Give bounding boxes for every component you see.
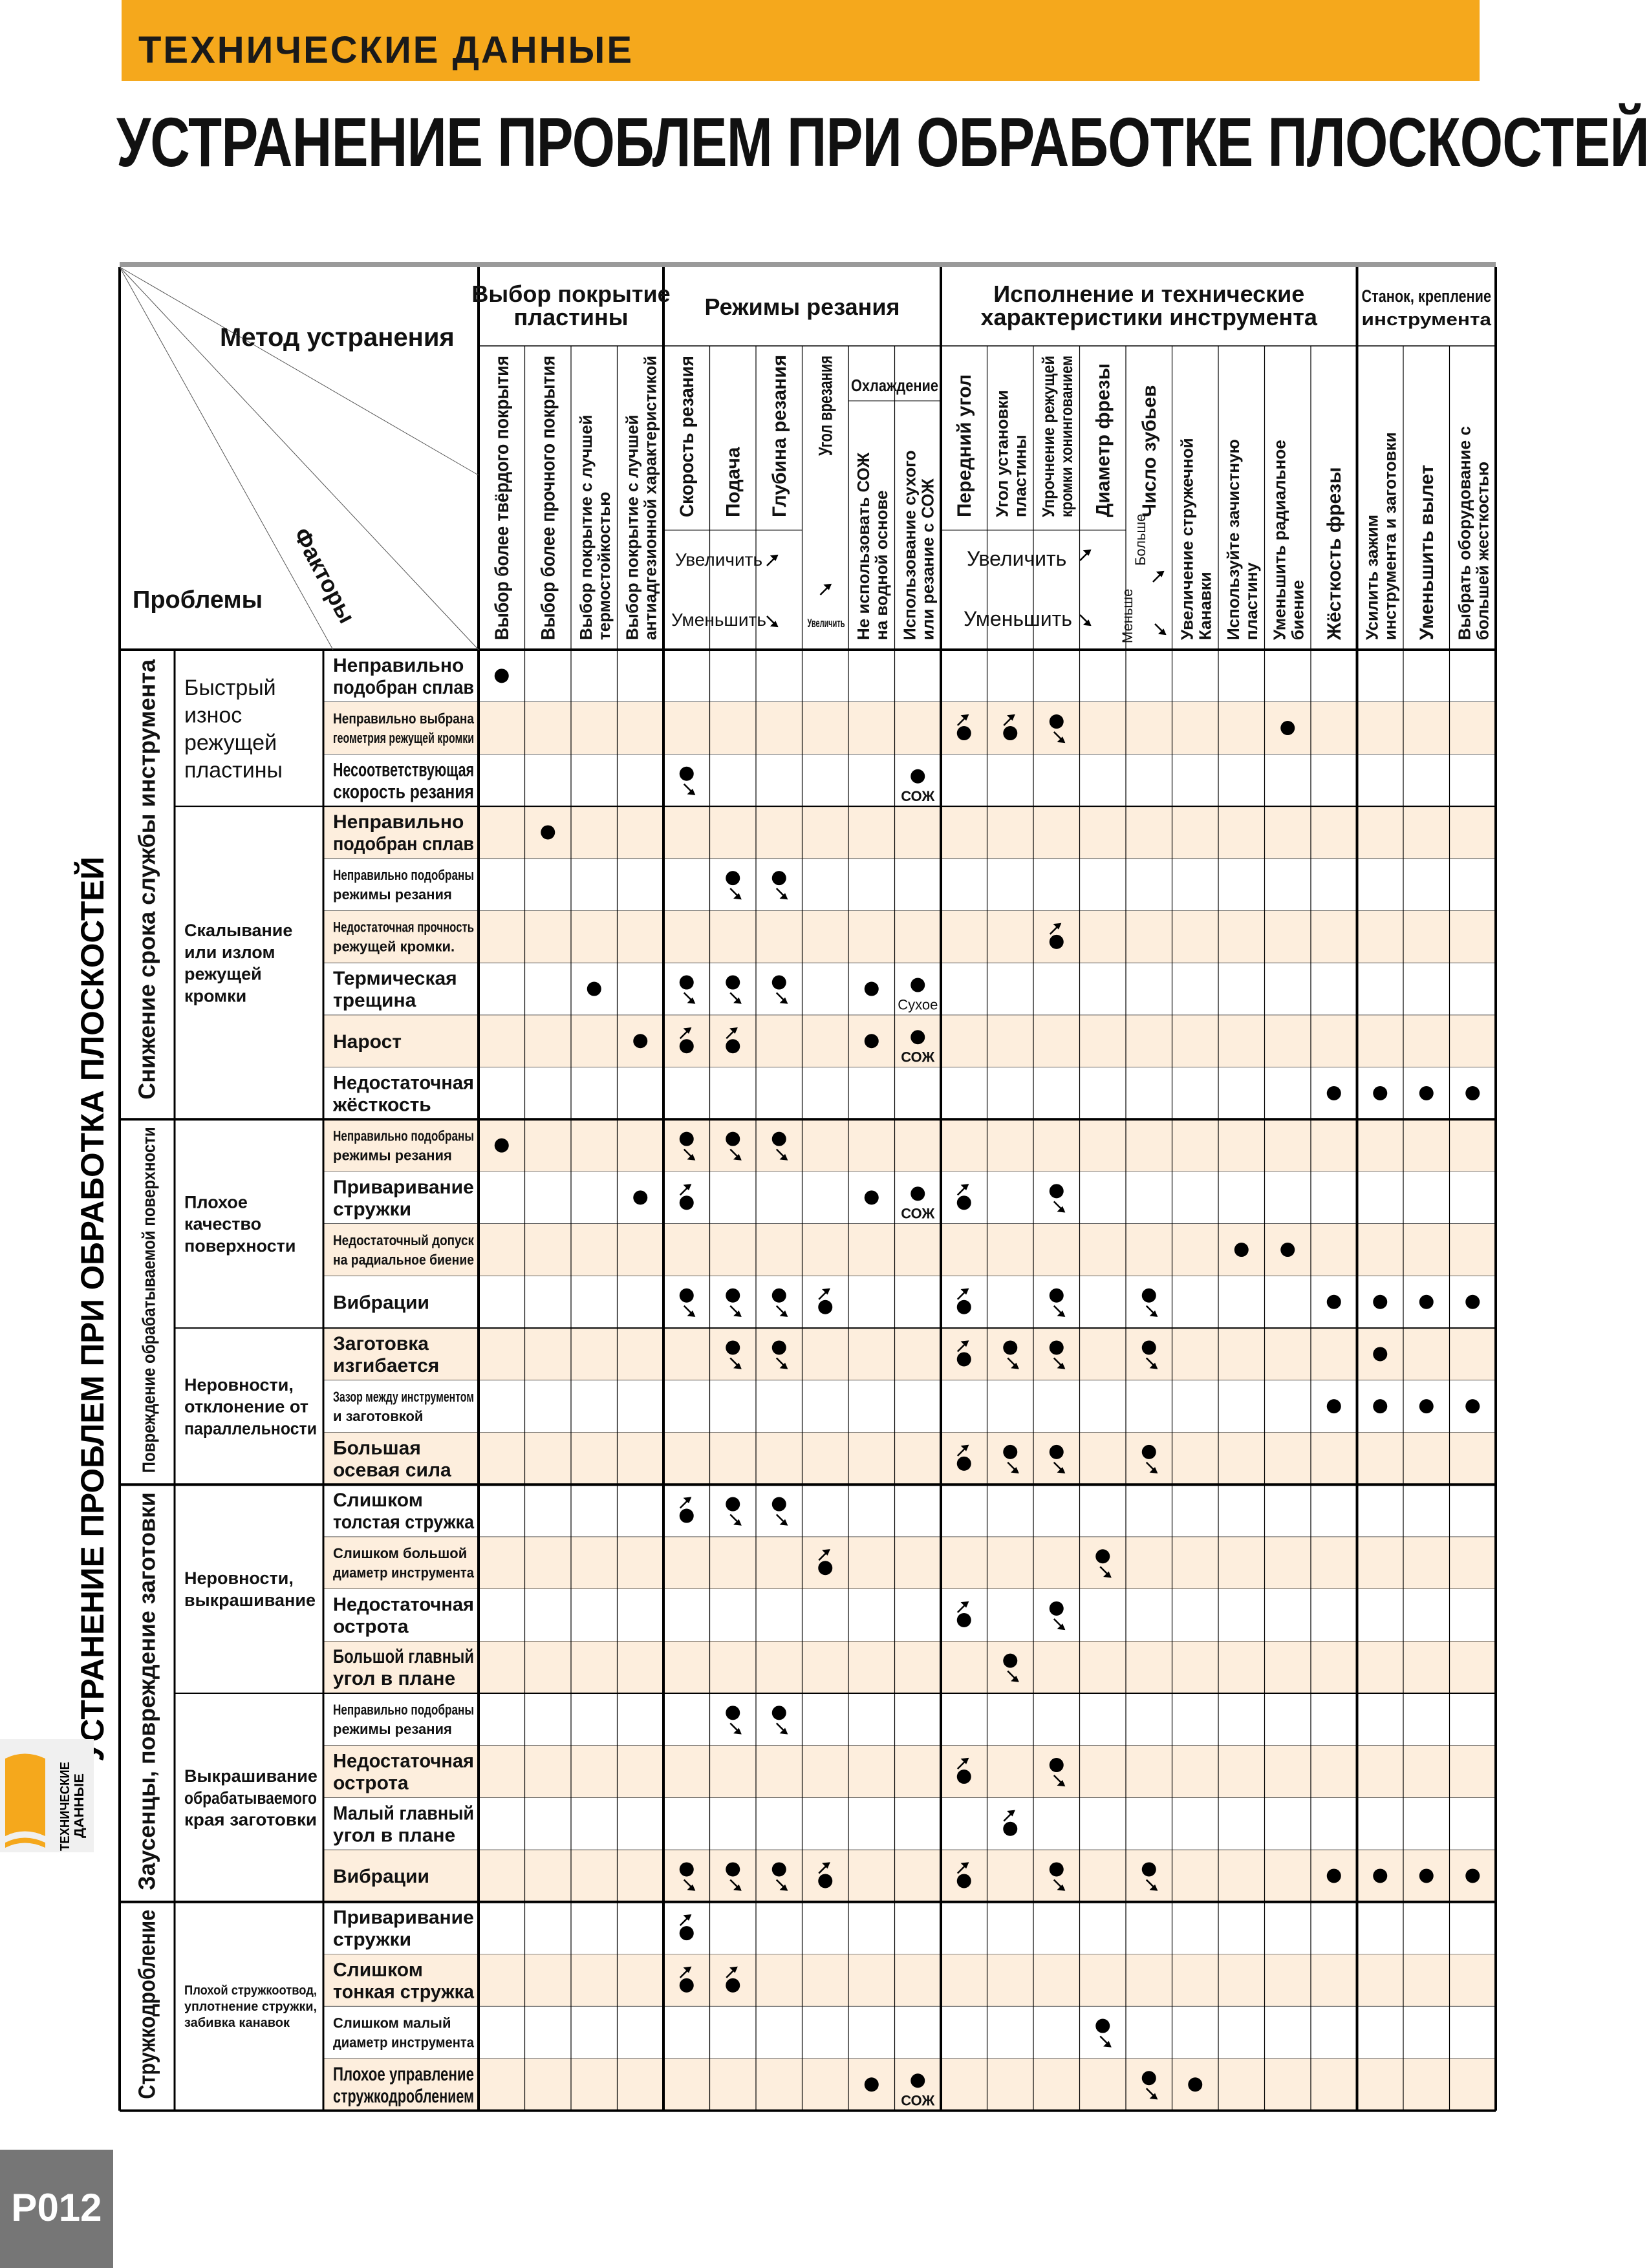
arrow-up-icon: [1080, 550, 1090, 561]
mark-dot: [1142, 1862, 1156, 1876]
problem-label: режущей: [184, 964, 262, 984]
mark-dot: [1142, 1340, 1156, 1354]
factor-label: Вибрации: [333, 1292, 429, 1314]
factor-label: острота: [333, 1772, 409, 1794]
factor-label: Слишком большой: [333, 1545, 468, 1561]
mark-dot: [680, 976, 694, 990]
more-legend: Больше: [1132, 513, 1148, 566]
decrease-legend: Уменьшить: [964, 607, 1072, 630]
column-header: биение: [1288, 580, 1308, 640]
mark-dot: [818, 1874, 832, 1888]
group-header: Исполнение и технические: [993, 281, 1305, 307]
problem-label: Выкрашивание: [184, 1766, 318, 1786]
factor-label: подобран сплав: [333, 676, 474, 698]
mark-dot: [957, 1770, 971, 1784]
mark-decrease-arrow: [777, 1515, 787, 1525]
mark-dot: [1095, 2019, 1110, 2033]
column-header: Глубина резания: [768, 354, 790, 517]
column-header: Используйте зачистную: [1223, 439, 1243, 640]
factor-label: Вибрации: [333, 1865, 429, 1887]
mark-dot: [680, 1862, 694, 1876]
group-header: Станок, крепление: [1361, 286, 1491, 306]
mark-dot: [1050, 1340, 1064, 1354]
mark-decrease-arrow: [1054, 1619, 1064, 1629]
mark-decrease-arrow: [684, 1306, 695, 1316]
mark-decrease-arrow: [777, 1723, 787, 1733]
corner-method-label: Метод устранения: [220, 323, 455, 352]
mark-dot: [1419, 1295, 1434, 1309]
problem-label: качество: [184, 1214, 262, 1234]
mark-increase-arrow: [819, 1289, 829, 1300]
mark-dot: [1419, 1868, 1434, 1883]
problem-label: Плохой стружкоотвод,: [184, 1984, 317, 1998]
category-label: Стружкодробление: [133, 1876, 160, 2099]
mark-dot: [1142, 2071, 1156, 2085]
column-header: пластину: [1241, 562, 1261, 640]
mark-dot: [1373, 1086, 1387, 1100]
mark-dot: [1050, 1862, 1064, 1876]
factor-label: режимы резания: [333, 886, 452, 903]
mark-dot: [1327, 1399, 1341, 1413]
problem-label: или излом: [184, 942, 275, 962]
mark-decrease-arrow: [684, 993, 695, 1003]
factor-label: диаметр инструмента: [333, 1564, 475, 1581]
mark-decrease-arrow: [777, 1306, 787, 1316]
mark-dot: [1373, 1868, 1387, 1883]
factor-label: Недостаточная: [333, 1750, 474, 1772]
mark-dot: [680, 1926, 694, 1940]
factor-label: изгибается: [333, 1354, 440, 1376]
mark-dot: [726, 1132, 740, 1146]
arrow-down-icon: [1155, 624, 1165, 634]
mark-increase-arrow: [958, 1184, 968, 1195]
factor-label: скорость резания: [333, 781, 474, 803]
factor-label: и заготовкой: [333, 1407, 424, 1424]
mark-dot: [1050, 1758, 1064, 1772]
factor-label: угол в плане: [333, 1824, 456, 1846]
mark-dot: [495, 669, 509, 683]
mark-note: СОЖ: [901, 2092, 935, 2109]
mark-note: СОЖ: [901, 1205, 935, 1222]
factor-label: Слишком: [333, 1959, 423, 1981]
side-title: УСТРАНЕНИЕ ПРОБЛЕМ ПРИ ОБРАБОТКА ПЛОСКОСТЕЙ: [74, 849, 111, 1762]
mark-dot: [1465, 1086, 1480, 1100]
mark-decrease-arrow: [1054, 1306, 1064, 1316]
mark-dot: [1003, 726, 1017, 740]
mark-dot: [865, 982, 879, 996]
mark-dot: [680, 1509, 694, 1523]
mark-decrease-arrow: [730, 888, 740, 899]
mark-dot: [957, 1300, 971, 1314]
increase-legend: Увеличить: [967, 547, 1067, 570]
problem-label: износ: [184, 703, 242, 728]
mark-dot: [495, 1139, 509, 1153]
mark-dot: [1234, 1243, 1249, 1257]
mark-dot: [726, 871, 740, 885]
mark-dot: [680, 1195, 694, 1210]
column-header: Выбор более твёрдого покрытия: [491, 319, 513, 640]
side-tab-label: [55, 1754, 87, 1851]
mark-dot: [1050, 1184, 1064, 1198]
mark-dot: [1095, 1549, 1110, 1563]
factor-label: Приваривание: [333, 1176, 474, 1198]
less-legend: Меньше: [1119, 588, 1136, 643]
factor-label: на радиальное биение: [333, 1251, 474, 1268]
mark-dot: [1327, 1295, 1341, 1309]
mark-increase-arrow: [958, 1289, 968, 1300]
problem-label: пластины: [184, 758, 283, 783]
factor-label: Большая: [333, 1437, 421, 1459]
mark-dot: [680, 767, 694, 781]
factor-label: жёсткость: [333, 1094, 431, 1116]
arrow-up-icon: [1153, 572, 1163, 582]
mark-dot: [1280, 1243, 1295, 1257]
column-header: или резание с СОЖ: [918, 478, 938, 640]
troubleshooting-table: [120, 262, 1497, 2117]
mark-dot: [726, 1862, 740, 1876]
column-header: Передний угол: [953, 374, 975, 517]
mark-dot: [726, 1978, 740, 1993]
factor-label: Неправильно выбрана: [333, 710, 475, 727]
mark-note: Сухое: [898, 996, 938, 1013]
group-header: характеристики инструмента: [980, 304, 1317, 330]
side-tab-line2: ДАННЫЕ: [72, 1779, 87, 1838]
column-header: кромки хонингованием: [1056, 324, 1076, 517]
mark-dot: [1003, 1445, 1017, 1459]
column-header: пластины: [1010, 434, 1030, 517]
mark-increase-arrow: [680, 1498, 691, 1508]
mark-dot: [1142, 1289, 1156, 1303]
arrow-up-icon: [767, 555, 777, 566]
mark-decrease-arrow: [777, 993, 787, 1003]
group-header: Выбор покрытие: [471, 281, 671, 307]
factor-label: Неправильно: [333, 654, 464, 676]
mark-dot: [1327, 1868, 1341, 1883]
factor-label: Большой главный: [333, 1646, 474, 1668]
problem-label: режущей: [184, 731, 277, 755]
mark-dot: [865, 2077, 879, 2091]
mark-dot: [772, 1706, 786, 1720]
factor-label: режущей кромки.: [333, 938, 455, 955]
group-header: пластины: [513, 304, 629, 330]
mark-increase-arrow: [680, 1915, 691, 1925]
mark-dot: [818, 1300, 832, 1314]
category-label: Снижение срока службы инструмента: [133, 659, 160, 1100]
mark-dot: [772, 1132, 786, 1146]
factor-label: Плохое управление: [333, 2063, 474, 2085]
column-header: инструмента и заготовки: [1380, 432, 1400, 640]
problem-label: Быстрый: [184, 676, 276, 700]
column-header: Угол врезания: [815, 317, 837, 456]
mark-dot: [911, 1030, 925, 1044]
mark-increase-arrow: [958, 1602, 968, 1612]
section-title: ТЕХНИЧЕСКИЕ ДАННЫЕ: [138, 29, 634, 71]
mark-dot: [726, 1497, 740, 1512]
mark-dot: [1188, 2077, 1202, 2091]
column-header: Выбор более прочного покрытия: [537, 317, 559, 640]
factor-label: Недостаточная: [333, 1072, 474, 1094]
mark-dot: [772, 1497, 786, 1512]
mark-dot: [1465, 1868, 1480, 1883]
column-header: антиадгезионной характеристикой: [640, 349, 660, 640]
mark-dot: [680, 1978, 694, 1993]
mark-dot: [633, 1190, 647, 1204]
factor-label: осевая сила: [333, 1459, 451, 1481]
corner-factors-label: Факторы: [288, 523, 361, 628]
mark-dot: [911, 978, 925, 992]
problem-label: Неровности,: [184, 1568, 294, 1589]
factor-label: Неправильно: [333, 811, 464, 833]
mark-dot: [726, 1039, 740, 1053]
mark-dot: [957, 1195, 971, 1210]
mark-dot: [680, 1289, 694, 1303]
page-title: УСТРАНЕНИЕ ПРОБЛЕМ ПРИ ОБРАБОТКЕ ПЛОСКОСТЕЙ: [116, 103, 1649, 181]
column-header: Не использовать СОЖ: [853, 452, 873, 640]
group-header: инструмента: [1361, 310, 1493, 329]
mark-dot: [865, 1190, 879, 1204]
mark-dot: [1419, 1399, 1434, 1413]
mark-dot: [957, 1613, 971, 1627]
mark-dot: [1465, 1399, 1480, 1413]
column-header: термостойкостью: [594, 491, 614, 640]
mark-dot: [1050, 1445, 1064, 1459]
mark-decrease-arrow: [730, 993, 740, 1003]
mark-decrease-arrow: [684, 784, 695, 795]
mark-dot: [772, 1289, 786, 1303]
problem-label: поверхности: [184, 1236, 296, 1256]
mark-dot: [818, 1561, 832, 1575]
mark-note: СОЖ: [901, 1049, 935, 1065]
column-header: Выбор покрытие с лучшей: [576, 414, 596, 640]
column-header: Увеличение стружечной: [1177, 438, 1197, 640]
decrease-legend: Уменьшить: [671, 610, 766, 630]
factor-label: стружки: [333, 1198, 412, 1220]
mark-dot: [911, 1186, 925, 1201]
arrow-down-icon: [1080, 615, 1090, 625]
category-label: Заусенцы, повреждение заготовки: [133, 1489, 160, 1890]
mark-dot: [772, 1862, 786, 1876]
factor-label: режимы резания: [333, 1721, 452, 1738]
column-header: Подача: [722, 447, 744, 517]
mark-dot: [1373, 1295, 1387, 1309]
mark-dot: [680, 1039, 694, 1053]
mark-dot: [1373, 1347, 1387, 1361]
mark-dot: [865, 1034, 879, 1048]
column-header: Уменьшить радиальное: [1269, 440, 1289, 640]
cooling-header: Охлаждение: [851, 376, 938, 395]
mark-dot: [911, 769, 925, 784]
mark-decrease-arrow: [730, 1515, 740, 1525]
mark-dot: [1327, 1086, 1341, 1100]
column-header: Скорость резания: [676, 343, 698, 517]
column-header: Усилить зажим: [1362, 514, 1382, 640]
column-header: Жёсткость фрезы: [1323, 467, 1345, 640]
column-header: Число зубьев: [1138, 385, 1160, 517]
factor-label: Малый главный: [333, 1803, 474, 1824]
factor-label: диаметр инструмента: [333, 2034, 475, 2051]
factor-label: острота: [333, 1616, 409, 1638]
column-header: Выбор покрытие с лучшей: [622, 414, 642, 640]
arrow-up-icon: [821, 584, 831, 595]
mark-dot: [1050, 935, 1064, 949]
mark-dot: [1050, 1601, 1064, 1616]
header-band: [120, 262, 1496, 267]
column-header: Уменьшить вылет: [1416, 464, 1438, 640]
problem-label: Плохое: [184, 1192, 248, 1212]
mark-dot: [772, 871, 786, 885]
mark-dot: [726, 976, 740, 990]
mark-dot: [1465, 1295, 1480, 1309]
factor-label: подобран сплав: [333, 833, 474, 855]
corner-diagonal: [120, 267, 479, 475]
column-header: Упрочнение режущей: [1038, 339, 1058, 517]
factor-label: Несоответствующая: [333, 759, 474, 781]
problem-label: края заготовки: [184, 1810, 317, 1830]
mark-decrease-arrow: [1147, 1306, 1157, 1316]
column-header: Диаметр фрезы: [1092, 363, 1114, 517]
mark-dot: [680, 1132, 694, 1146]
mark-dot: [726, 1289, 740, 1303]
problem-label: кромки: [184, 986, 247, 1006]
category-label: Повреждение обрабатываемой поверхности: [138, 1069, 159, 1473]
mark-decrease-arrow: [777, 888, 787, 899]
factor-label: Нарост: [333, 1031, 402, 1053]
mark-decrease-arrow: [730, 1723, 740, 1733]
page-number: P012: [11, 2186, 102, 2229]
mark-dot: [957, 1874, 971, 1888]
mark-increase-arrow: [1004, 1811, 1014, 1821]
mark-dot: [957, 1352, 971, 1366]
factor-label: Слишком малый: [333, 2015, 451, 2031]
increase-small-legend: Увеличить: [807, 617, 845, 630]
mark-dot: [911, 2073, 925, 2088]
mark-dot: [1280, 721, 1295, 735]
problem-label: забивка канавок: [184, 2016, 290, 2031]
mark-dot: [1003, 1822, 1017, 1836]
problem-label: уплотнение стружки,: [184, 2000, 317, 2015]
factor-label: Недостаточная: [333, 1594, 474, 1616]
mark-dot: [541, 825, 555, 839]
factor-label: тонкая стружка: [333, 1981, 475, 2003]
factor-label: стружкодроблением: [333, 2085, 474, 2107]
problem-label: отклонение от: [184, 1396, 308, 1417]
factor-label: стружки: [333, 1929, 412, 1951]
mark-decrease-arrow: [1054, 1201, 1064, 1212]
mark-dot: [1003, 1340, 1017, 1354]
mark-dot: [772, 1340, 786, 1354]
mark-dot: [1373, 1399, 1387, 1413]
mark-decrease-arrow: [1100, 2037, 1110, 2047]
mark-dot: [957, 1457, 971, 1471]
problem-label: обрабатываемого: [184, 1788, 317, 1808]
problem-label: Неровности,: [184, 1375, 294, 1395]
factor-label: трещина: [333, 990, 416, 1012]
factor-label: Термическая: [333, 968, 457, 990]
factor-label: Неправильно подобраны: [333, 1128, 474, 1144]
mark-dot: [957, 726, 971, 740]
mark-dot: [1050, 1289, 1064, 1303]
mark-increase-arrow: [680, 1184, 691, 1195]
column-header: большей жесткостью: [1472, 461, 1493, 640]
factor-label: угол в плане: [333, 1668, 456, 1690]
group-header: Режимы резания: [704, 294, 900, 320]
problem-label: выкрашивание: [184, 1590, 316, 1610]
column-header: Канавки: [1195, 572, 1215, 640]
mark-dot: [1142, 1445, 1156, 1459]
arrow-down-icon: [767, 616, 777, 626]
factor-label: Неправильно подобраны: [333, 866, 474, 883]
problem-label: Скалывание: [184, 921, 293, 941]
column-header: Угол установки: [992, 390, 1012, 517]
factor-label: толстая стружка: [333, 1512, 475, 1534]
corner-problems-label: Проблемы: [133, 586, 263, 614]
factor-label: геометрия режущей кромки: [333, 729, 474, 746]
mark-dot: [587, 982, 601, 996]
factor-label: Зазор между инструментом: [333, 1388, 474, 1405]
column-header: на водной основе: [871, 490, 891, 640]
problem-label: параллельности: [184, 1418, 317, 1439]
factor-label: Недостаточный допуск: [333, 1232, 475, 1248]
column-header: Использование сухого: [900, 450, 920, 640]
mark-decrease-arrow: [730, 1306, 740, 1316]
factor-label: режимы резания: [333, 1147, 452, 1164]
side-title-wrap: [58, 849, 116, 1765]
side-tab-line1: ТЕХНИЧЕСКИЕ: [58, 1754, 72, 1851]
mark-dot: [633, 1034, 647, 1048]
factor-label: Заготовка: [333, 1332, 429, 1354]
mark-dot: [1003, 1654, 1017, 1668]
increase-legend: Увеличить: [675, 550, 763, 570]
column-header: Выбрать оборудование с: [1454, 426, 1474, 640]
factor-label: Недостаточная прочность: [333, 919, 474, 936]
mark-dot: [772, 976, 786, 990]
factor-label: Слишком: [333, 1490, 423, 1512]
factor-label: Приваривание: [333, 1907, 474, 1929]
mark-dot: [1419, 1086, 1434, 1100]
mark-dot: [726, 1706, 740, 1720]
factor-label: Неправильно подобраны: [333, 1702, 474, 1718]
mark-dot: [1050, 714, 1064, 729]
mark-note: СОЖ: [901, 787, 935, 804]
mark-dot: [726, 1340, 740, 1354]
